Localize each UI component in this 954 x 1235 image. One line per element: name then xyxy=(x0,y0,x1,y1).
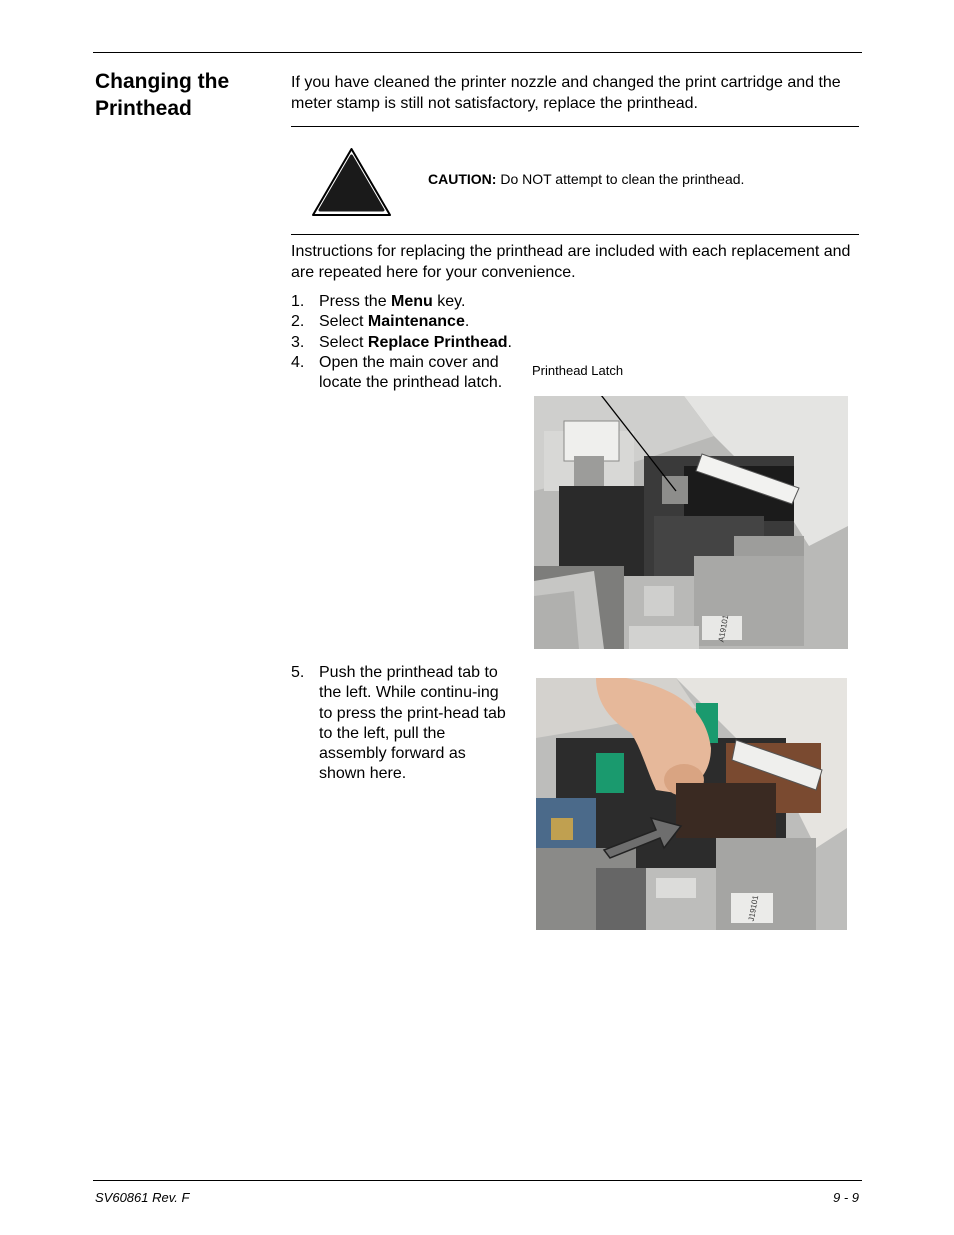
step-text-end: key. xyxy=(432,293,466,310)
step-text: Select xyxy=(319,333,368,351)
step-keyword: Maintenance xyxy=(367,313,465,331)
caution-top-rule xyxy=(291,126,859,127)
printhead-latch-photo xyxy=(534,396,848,649)
step-keyword: Replace Printhead xyxy=(367,333,508,351)
step-4 xyxy=(291,353,509,394)
section-title: Changing the Printhead xyxy=(95,70,230,120)
step-3 xyxy=(291,333,512,353)
step-text-end: . xyxy=(507,333,512,351)
instructions-intro: Instructions for replacing the printhead are included with each replacement and are repeated here for your convenience. xyxy=(291,243,851,281)
page-number: 9 - 9 xyxy=(832,1190,859,1205)
step-text: Open the main cover and locate the printhead latch. xyxy=(319,353,503,392)
caution-label: CAUTION: xyxy=(428,171,497,187)
caution-bottom-rule xyxy=(291,234,859,235)
footer-rule xyxy=(93,1180,862,1181)
photo-label-code: J19101 xyxy=(746,894,761,923)
step-text: Push the printhead tab to the left. While continu-ing to press the print-head tab to the left, pull the assembly forward as shown here. xyxy=(319,664,506,783)
step-text: Select xyxy=(319,313,368,331)
intro-paragraph: If you have cleaned the printer nozzle and changed the print cartridge and the meter stamp is still not satisfactory, replace the printhead. xyxy=(291,74,841,112)
printhead-latch-callout: Printhead Latch xyxy=(532,363,624,378)
step-number: 3. xyxy=(291,333,305,351)
caution-note xyxy=(428,170,744,188)
step-text-end: . xyxy=(464,313,470,331)
warning-triangle-icon xyxy=(309,145,394,219)
step-number: 1. xyxy=(291,293,305,310)
step-1 xyxy=(291,292,512,312)
document-id: SV60861 Rev. F xyxy=(95,1190,190,1205)
step-number: 4. xyxy=(291,353,305,371)
step-2 xyxy=(291,312,512,332)
steps-list xyxy=(291,292,512,393)
photo-label-code: A19101 xyxy=(716,614,731,643)
steps-list-continued xyxy=(291,663,509,785)
step-number: 2. xyxy=(291,313,305,331)
step-5 xyxy=(291,663,509,785)
step-text: Press the xyxy=(319,293,392,310)
caution-text: Do NOT attempt to clean the printhead. xyxy=(496,171,745,187)
step-keyword: Menu xyxy=(391,293,433,310)
step-number: 5. xyxy=(291,664,305,681)
header-rule xyxy=(93,52,862,53)
pull-assembly-photo xyxy=(536,678,847,930)
